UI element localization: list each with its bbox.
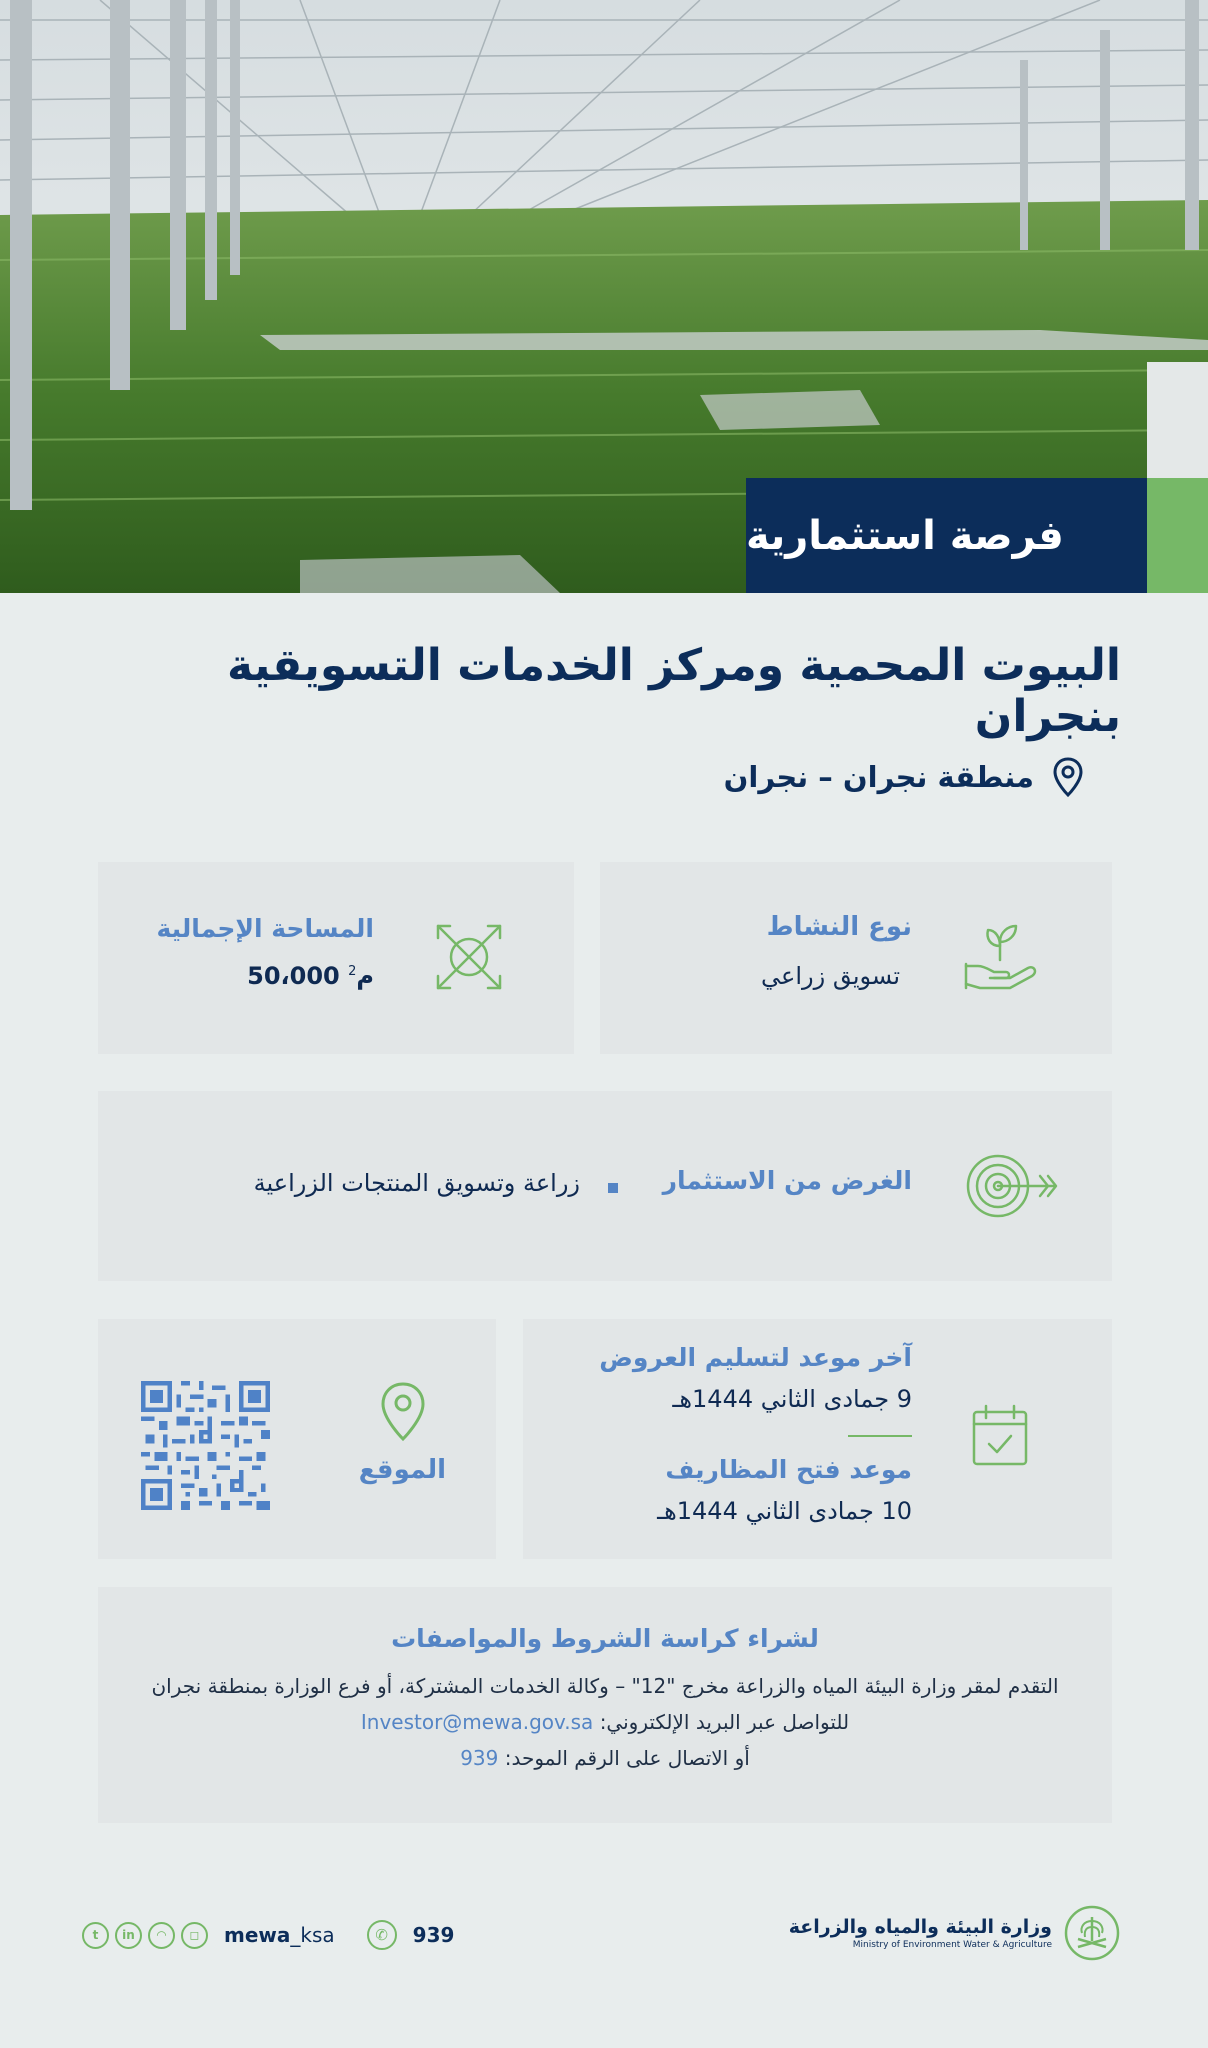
- purchase-title: لشراء كراسة الشروط والمواصفات: [391, 1624, 819, 1653]
- handle-bold: mewa: [224, 1923, 291, 1947]
- phone-prefix: أو الاتصال على الرقم الموحد:: [504, 1746, 750, 1770]
- deadline-label: آخر موعد لتسليم العروض: [599, 1343, 912, 1372]
- purpose-bullet: [608, 1183, 618, 1193]
- instagram-icon[interactable]: ◻: [181, 1922, 208, 1949]
- activity-value: تسويق زراعي: [761, 962, 900, 990]
- location-text: منطقة نجران – نجران: [723, 760, 1034, 794]
- purchase-line-3: [98, 1746, 1112, 1770]
- hero-accent-green: [1147, 478, 1208, 593]
- deadline-value: 9 جمادى الثاني 1444هـ: [672, 1385, 912, 1413]
- location-row: [724, 757, 1084, 797]
- ministry-name-en: Ministry of Environment Water & Agriculture: [852, 1940, 1052, 1950]
- purchase-line-2: [98, 1710, 1112, 1734]
- purpose-card: [98, 1091, 1112, 1281]
- unified-phone-number[interactable]: 939: [460, 1746, 499, 1770]
- area-value-row: [247, 962, 374, 990]
- linkedin-icon[interactable]: in: [115, 1922, 142, 1949]
- email-link[interactable]: Investor@mewa.gov.sa: [360, 1710, 594, 1734]
- activity-label: نوع النشاط: [766, 912, 912, 942]
- location-pin-icon: [1052, 757, 1084, 797]
- area-unit-exponent: 2: [348, 964, 357, 979]
- ministry-emblem-icon: [1064, 1905, 1120, 1961]
- ministry-logo: [789, 1905, 1120, 1961]
- site-label[interactable]: الموقع: [358, 1455, 446, 1485]
- twitter-icon[interactable]: t: [82, 1922, 109, 1949]
- ministry-name-ar: وزارة البيئة والمياه والزراعة: [788, 1916, 1052, 1938]
- social-handle[interactable]: [224, 1923, 335, 1947]
- activity-card: [600, 862, 1112, 1054]
- site-pin-icon[interactable]: [380, 1381, 426, 1443]
- target-arrow-icon: [964, 1146, 1060, 1226]
- dates-card: [523, 1319, 1112, 1559]
- area-value: 50،000: [247, 962, 340, 990]
- social-bar: [82, 1920, 454, 1950]
- area-card: [98, 862, 574, 1054]
- page-title: البيوت المحمية ومركز الخدمات التسويقية بنجران: [227, 640, 1121, 742]
- hero-greenhouse-image: [0, 0, 1208, 593]
- opening-label: موعد فتح المظاريف: [665, 1455, 912, 1484]
- area-expand-icon: [434, 922, 504, 992]
- area-label: المساحة الإجمالية: [156, 914, 374, 943]
- calendar-check-icon: [971, 1404, 1029, 1468]
- purchase-info-card: [98, 1587, 1112, 1823]
- site-card: [98, 1319, 496, 1559]
- opening-value: 10 جمادى الثاني 1444هـ: [657, 1497, 912, 1525]
- opportunity-badge: فرصة استثمارية: [746, 478, 1147, 593]
- seedling-hand-icon: [960, 920, 1040, 992]
- qr-code[interactable]: [141, 1381, 270, 1510]
- phone-icon[interactable]: ✆: [367, 1920, 397, 1950]
- hero-accent-grey: [1147, 362, 1208, 478]
- area-unit: م: [356, 962, 374, 990]
- snapchat-icon[interactable]: ◠: [148, 1922, 175, 1949]
- purpose-label: الغرض من الاستثمار: [662, 1166, 912, 1195]
- footer-phone-number[interactable]: 939: [412, 1923, 455, 1947]
- dates-divider: [848, 1435, 912, 1437]
- purchase-line-1: التقدم لمقر وزارة البيئة المياه والزراعة مخرج "12" – وكالة الخدمات المشتركة، أو فرع الوزارة بمنطقة نجران: [151, 1674, 1059, 1698]
- purpose-value: زراعة وتسويق المنتجات الزراعية: [253, 1169, 580, 1197]
- email-prefix: للتواصل عبر البريد الإلكتروني:: [599, 1710, 850, 1734]
- handle-rest: _ksa: [290, 1923, 335, 1947]
